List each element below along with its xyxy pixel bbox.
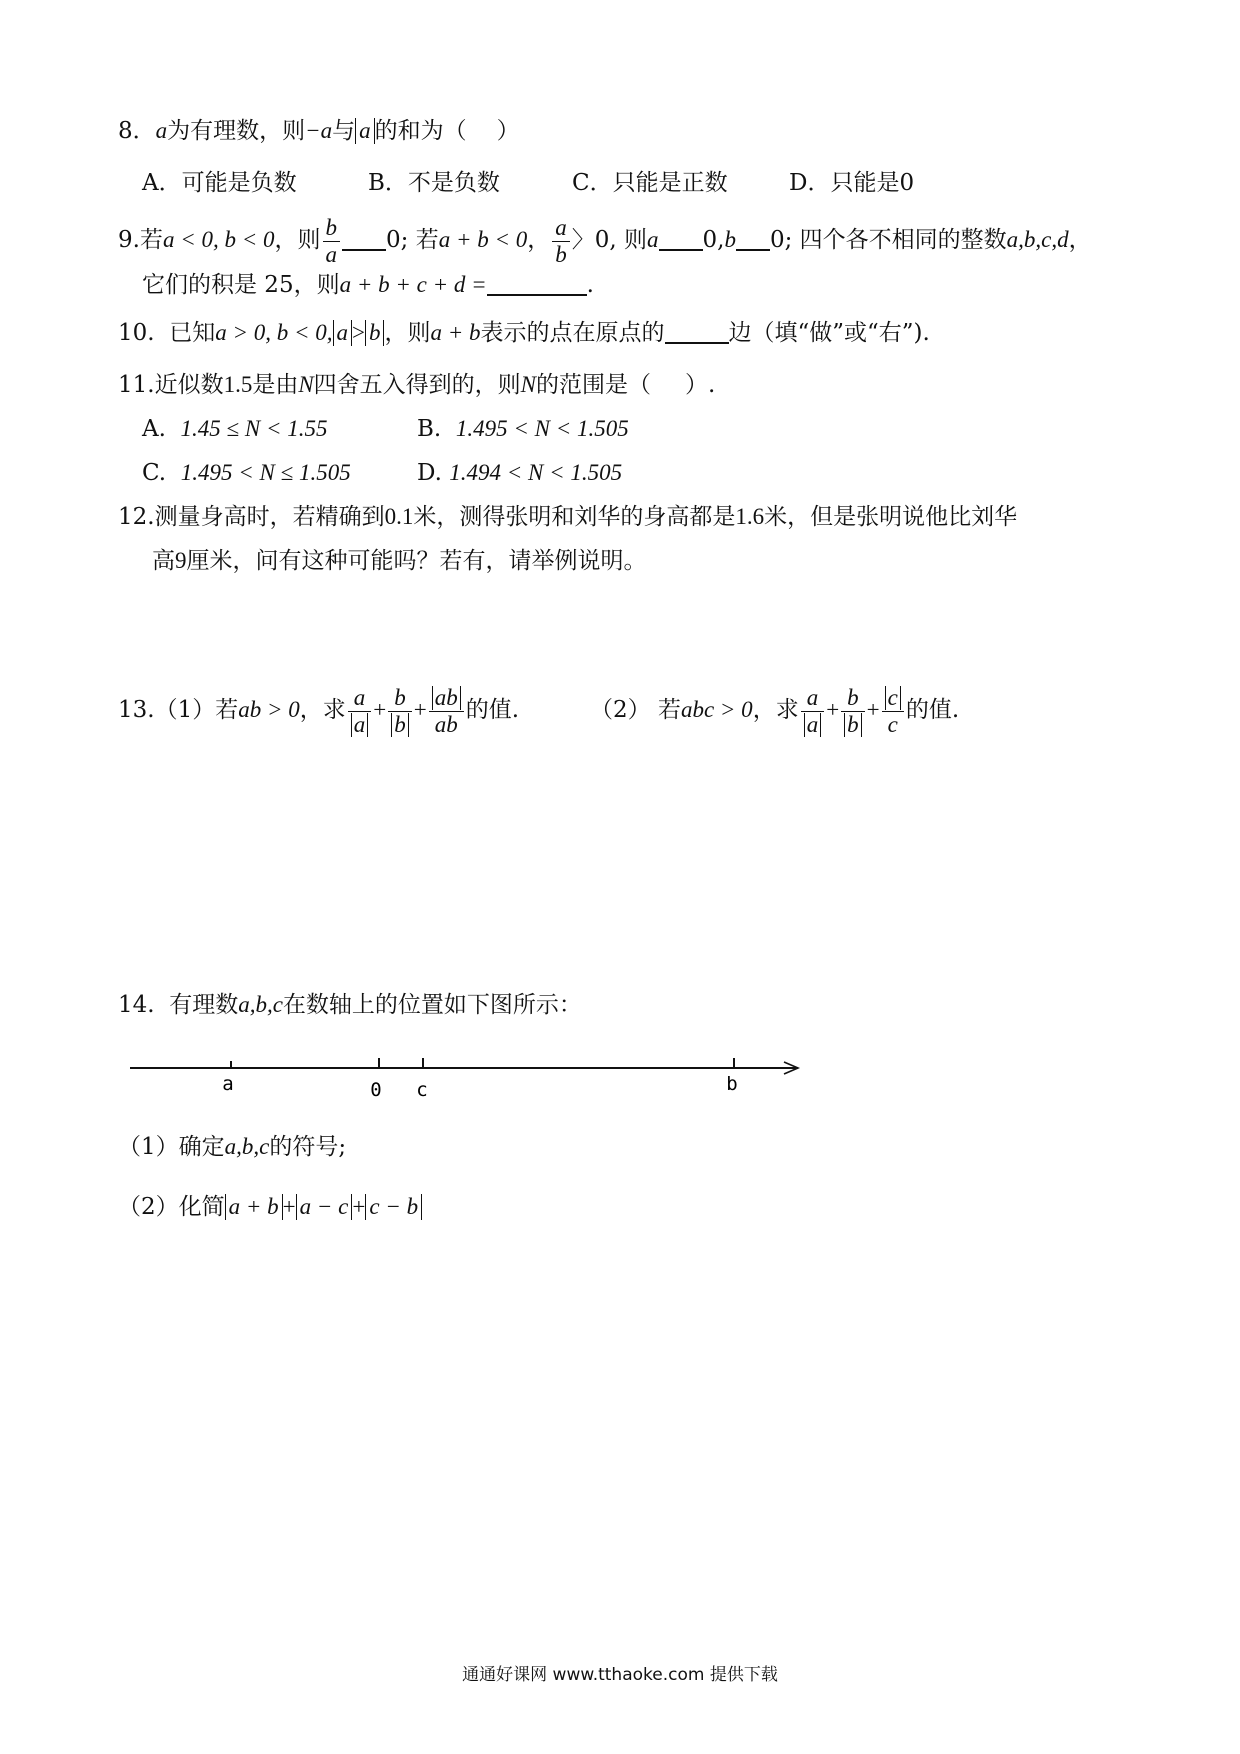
option-a — [142, 414, 328, 444]
question-8 — [118, 116, 520, 146]
question-11 — [118, 370, 715, 400]
option-c: C．只能是正数 — [572, 170, 728, 196]
math-number: 0.1 — [384, 504, 414, 529]
fraction-numerator: b — [323, 215, 341, 242]
fraction-denominator: a — [325, 241, 337, 267]
absolute-value: a — [333, 320, 353, 346]
fraction-denominator — [388, 712, 412, 738]
math-symbol: + — [826, 697, 840, 722]
math-symbol: + — [373, 697, 387, 722]
fraction — [429, 685, 464, 738]
option-text: 1.495 < N ≤ 1.505 — [180, 460, 351, 485]
math-expr: a,b,c,d — [1006, 227, 1069, 252]
fraction-numerator — [882, 685, 904, 712]
math-expr: a,b,c — [238, 992, 283, 1017]
tick-label-a: a — [222, 1073, 234, 1095]
question-text: 在数轴上的位置如下图所示： — [282, 992, 582, 1018]
option-label: C. — [142, 460, 167, 486]
math-symbol: + — [352, 1194, 366, 1219]
question-text: 0, — [702, 227, 725, 253]
fraction-denominator — [801, 712, 825, 738]
question-10 — [118, 318, 930, 348]
question-text: 四舍五入得到的，则 — [313, 372, 521, 398]
question-text: 厘米，问有这种可能吗？若有，请举例说明。 — [186, 548, 647, 574]
question-number: 12. — [118, 504, 155, 530]
question-text: ，求 — [752, 697, 799, 723]
question-number: 8． — [118, 118, 156, 144]
math-number: 1.6 — [735, 504, 765, 529]
question-number: 13. — [118, 697, 155, 723]
absolute-value: a + b — [225, 1194, 283, 1220]
question-text: ，则 — [384, 320, 431, 346]
question-text: （2） 若 — [590, 697, 681, 723]
option-label: D. — [417, 460, 442, 486]
question-text: ， — [527, 227, 551, 253]
question-text: ，则 — [274, 227, 321, 253]
question-text: 已知 — [169, 320, 216, 346]
question-text: （1）若 — [154, 697, 239, 723]
question-text: 与 — [332, 118, 356, 144]
question-text: 表示的点在原点的 — [480, 320, 665, 346]
question-text: . — [586, 272, 594, 298]
fraction-denominator: b — [555, 241, 567, 267]
fraction — [801, 685, 825, 738]
question-14-part-1 — [118, 1132, 346, 1162]
number-line-diagram — [120, 1045, 820, 1105]
question-text: 它们的积是 25，则 — [142, 272, 340, 298]
question-text: 0; 四个各不相同的整数 — [769, 227, 1007, 253]
fraction — [552, 215, 570, 268]
math-symbol: + — [866, 697, 880, 722]
fraction-numerator: b — [841, 685, 865, 712]
question-text: 的值. — [905, 697, 960, 723]
absolute-value: a − c — [296, 1194, 353, 1220]
question-text: 的符号; — [269, 1134, 347, 1160]
question-text: （1）确定 — [118, 1134, 225, 1160]
math-expr: a + b < 0 — [438, 227, 528, 252]
fraction — [348, 685, 372, 738]
math-var: N — [298, 372, 314, 397]
math-symbol: + — [413, 697, 427, 722]
question-text: （2）化简 — [118, 1194, 225, 1220]
math-number: 9 — [175, 548, 187, 573]
question-text: ， — [1068, 227, 1092, 253]
option-text: 1.45 ≤ N < 1.55 — [180, 416, 328, 441]
question-text: 米，但是张明说他比刘华 — [764, 504, 1018, 530]
math-var: N — [520, 372, 537, 397]
option-label: B. — [417, 416, 442, 442]
fraction-numerator: a — [348, 685, 372, 712]
question-text: 的值. — [465, 697, 520, 723]
absolute-value: a — [804, 713, 822, 737]
math-expr: abc > 0 — [680, 697, 753, 722]
answer-blank[interactable] — [342, 225, 386, 251]
answer-blank[interactable] — [659, 225, 703, 251]
question-12 — [118, 502, 1017, 532]
absolute-value: b — [844, 713, 862, 737]
math-number: 1.5 — [223, 372, 253, 397]
question-text: ）. — [685, 372, 716, 398]
fraction-denominator: ab — [434, 711, 458, 737]
question-13-part-2 — [590, 680, 959, 740]
question-text: 米，测得张明和刘华的身高都是 — [413, 504, 736, 530]
fraction-numerator: b — [388, 685, 412, 712]
question-number: 14. — [118, 992, 155, 1018]
question-text: 是由 — [252, 372, 299, 398]
question-12-line-2 — [152, 546, 647, 576]
question-text: 有理数 — [169, 992, 239, 1018]
absolute-value: c — [885, 686, 901, 710]
option-d: D．只能是0 — [789, 170, 915, 196]
question-text: 若 — [139, 227, 163, 253]
absolute-value: b — [391, 713, 409, 737]
question-9-line-2 — [142, 270, 594, 300]
answer-blank[interactable] — [736, 225, 770, 251]
question-text: 的范围是（ — [536, 372, 652, 398]
fraction — [388, 685, 412, 738]
question-text: ） — [496, 118, 520, 144]
question-14-part-2 — [118, 1192, 422, 1222]
question-13 — [118, 680, 519, 740]
question-text: 为有理数，则 — [167, 118, 306, 144]
absolute-value: b — [365, 320, 385, 346]
option-text: 1.494 < N < 1.505 — [449, 460, 623, 485]
tick-label-b: b — [726, 1073, 738, 1095]
question-text: 测量身高时，若精确到 — [154, 504, 385, 530]
option-b: B．不是负数 — [368, 170, 500, 196]
fraction — [323, 215, 341, 268]
math-expr: a < 0, b < 0 — [162, 227, 275, 252]
option-label: A. — [142, 416, 166, 442]
fraction-numerator: a — [801, 685, 825, 712]
question-text: 〉0, 则 — [571, 227, 648, 253]
fraction-denominator — [348, 712, 372, 738]
math-expr: −a — [305, 118, 333, 143]
question-14 — [118, 990, 582, 1020]
question-9 — [118, 212, 1092, 268]
absolute-value: a — [355, 118, 375, 144]
math-var: a — [647, 227, 659, 252]
math-var: b — [724, 227, 736, 252]
option-a: A．可能是负数 — [142, 170, 297, 196]
question-text: 高 — [152, 548, 175, 574]
math-symbol: + — [282, 1194, 296, 1219]
absolute-value: a — [351, 713, 369, 737]
option-d — [417, 458, 622, 488]
tick-label-c: c — [416, 1079, 428, 1101]
fraction — [882, 685, 904, 738]
question-number: 10. — [118, 320, 155, 346]
question-text: 的和为（ — [374, 118, 467, 144]
answer-blank[interactable] — [487, 270, 587, 296]
question-text: 边（填“做”或“右”). — [728, 320, 930, 346]
absolute-value: ab — [432, 686, 461, 710]
answer-blank[interactable] — [665, 318, 729, 344]
fraction — [841, 685, 865, 738]
fraction-numerator — [429, 685, 464, 712]
question-text: 近似数 — [154, 372, 224, 398]
question-text: ，求 — [299, 697, 346, 723]
question-text: 0; 若 — [386, 227, 439, 253]
fraction-denominator — [841, 712, 865, 738]
math-expr: a,b,c — [224, 1134, 270, 1159]
tick-label-zero: 0 — [370, 1079, 382, 1101]
question-number: 9. — [118, 227, 140, 253]
option-c — [142, 458, 351, 488]
question-number: 11. — [118, 372, 155, 398]
math-expr: ab > 0 — [238, 697, 300, 722]
fraction-numerator: a — [552, 215, 570, 242]
math-var: a — [155, 118, 168, 143]
option-text: 1.495 < N < 1.505 — [455, 416, 629, 441]
math-expr: a + b — [430, 320, 481, 345]
absolute-value: c − b — [365, 1194, 422, 1220]
option-b — [417, 414, 629, 444]
math-expr: a > 0, b < 0, — [215, 320, 333, 345]
page-footer: 通通好课网 www.tthaoke.com 提供下载 — [462, 1665, 778, 1685]
math-expr: a + b + c + d = — [339, 272, 487, 297]
math-symbol: > — [352, 320, 365, 345]
fraction-denominator: c — [887, 711, 898, 737]
